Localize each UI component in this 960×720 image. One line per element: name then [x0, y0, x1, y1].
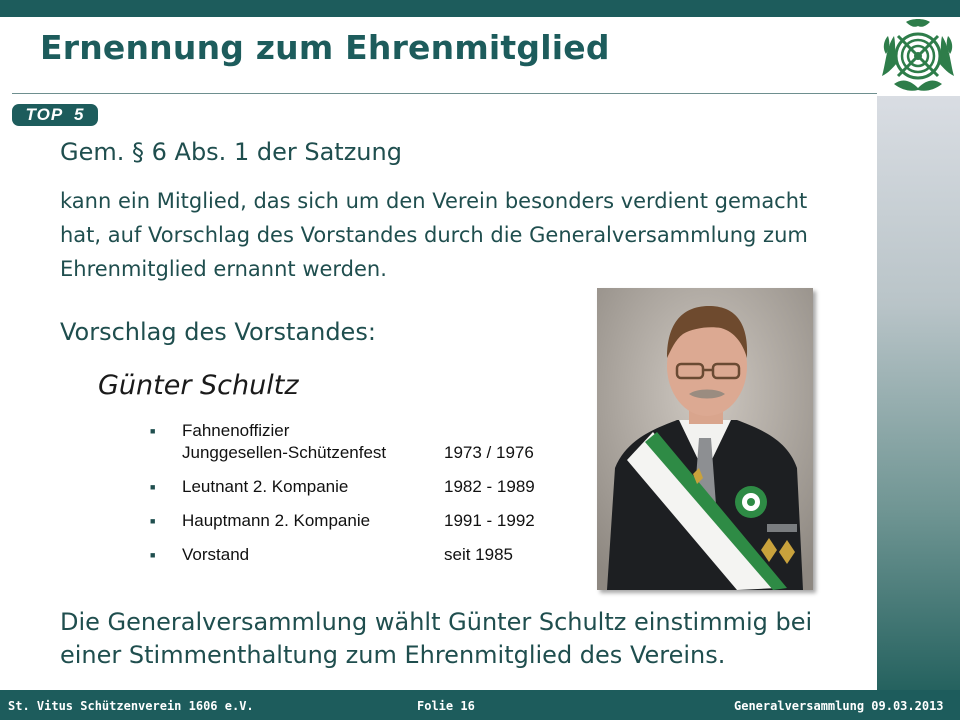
position-label-line1: Fahnenoffizier [182, 421, 290, 440]
position-years: 1973 / 1976 [444, 443, 534, 462]
statute-heading: Gem. § 6 Abs. 1 der Satzung [60, 138, 402, 166]
portrait-photo [597, 288, 813, 590]
club-emblem-icon [876, 14, 960, 94]
title-divider [12, 93, 877, 94]
square-bullet-icon: ■ [150, 482, 156, 492]
top-bar [0, 0, 960, 17]
list-item [150, 420, 590, 464]
footer-organization: St. Vitus Schützenverein 1606 e.V. [8, 699, 254, 713]
resolution-text: Die Generalversammlung wählt Günter Schultz einstimmig bei einer Stimmenthaltung zum Ehrenmitglied des Vereins. [60, 608, 813, 669]
square-bullet-icon: ■ [150, 550, 156, 560]
position-label-line2: Junggesellen-Schützenfest [182, 443, 387, 462]
agenda-badge: TOP 5 [12, 104, 98, 126]
position-years: seit 1985 [444, 545, 513, 564]
list-item [150, 510, 590, 532]
footer-slide-number: Folie 16 [417, 699, 475, 713]
statute-text: kann ein Mitglied, das sich um den Verein besonders verdient gemacht hat, auf Vorschlag des Vorstandes durch die Generalversammlung zum Ehrenmitglied ernannt werden. [60, 189, 808, 281]
slide-title: Ernennung zum Ehrenmitglied [40, 28, 610, 67]
list-item [150, 476, 590, 498]
square-bullet-icon: ■ [150, 426, 156, 436]
side-gradient-bar [877, 96, 960, 690]
positions-list [150, 420, 590, 566]
position-label: Leutnant 2. Kompanie [182, 477, 349, 496]
footer-bar [0, 690, 960, 720]
footer-event-date: Generalversammlung 09.03.2013 [734, 699, 944, 713]
square-bullet-icon: ■ [150, 516, 156, 526]
position-years: 1991 - 1992 [444, 511, 535, 530]
proposal-heading: Vorschlag des Vorstandes: [60, 318, 376, 346]
position-label: Vorstand [182, 545, 250, 564]
position-label: Hauptmann 2. Kompanie [182, 511, 371, 530]
list-item [150, 544, 590, 566]
position-years: 1982 - 1989 [444, 477, 535, 496]
nominee-name: Günter Schultz [98, 370, 299, 401]
